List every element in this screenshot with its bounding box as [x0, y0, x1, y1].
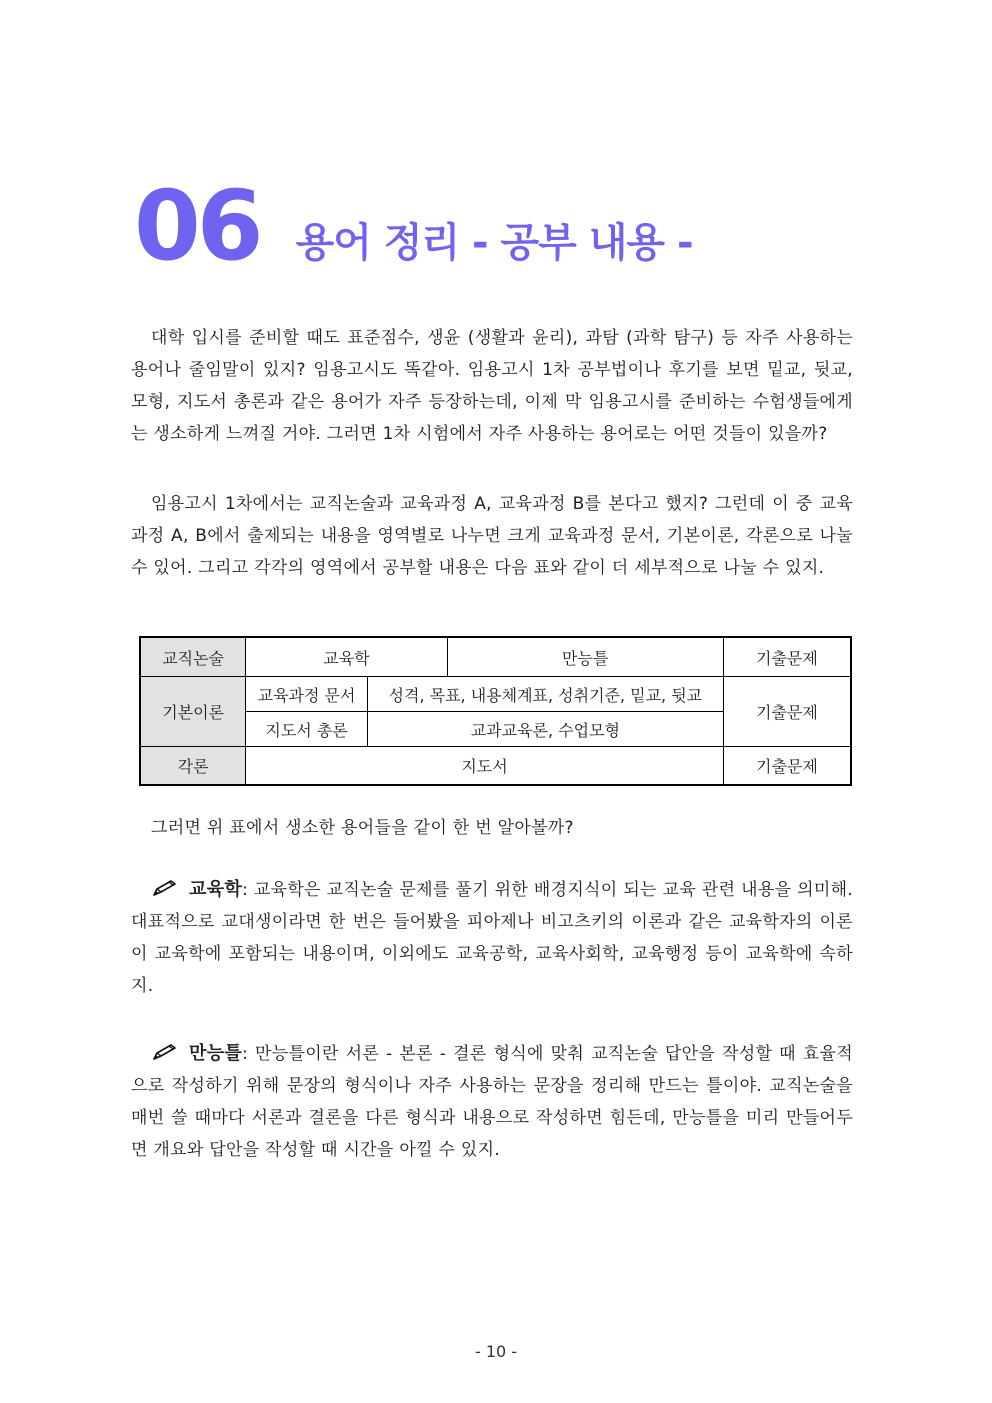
chapter-heading: [134, 170, 693, 282]
intro-paragraph-2: 임용고시 1차에서는 교직논술과 교육과정 A, 교육과정 B를 본다고 했지? 그런데 이 중 교육과정 A, B에서 출제되는 내용을 영역별로 나누면 크게 교육과정 문서, 기본이론, 각론으로 나눌 수 있어. 그리고 각각의 영역에서 공부할 내용은 다음 표와 같이 더 세부적으로 나눌 수 있지.: [131, 494, 853, 578]
pencil-icon: [151, 1043, 179, 1061]
page-number: - 10 -: [474, 1342, 518, 1361]
cell-guide-general-content: 교과교육론, 수업모형: [367, 712, 723, 747]
pencil-icon: [151, 879, 179, 897]
term-pedagogy: 교육학: [189, 879, 243, 900]
row-head-basic-theory: 기본이론: [140, 677, 246, 747]
cell-guidebook: 지도서: [246, 747, 724, 786]
cell-past-exams: 기출문제: [723, 747, 851, 786]
intro-paragraph-1: 대학 입시를 준비할 때도 표준점수, 생윤 (생활과 윤리), 과탐 (과학 탐구) 등 자주 사용하는 용어나 줄임말이 있지? 임용고시도 똑같아. 임용고시 1차 공부법이나 후기를 보면 밑교, 뒷교, 모형, 지도서 총론과 같은 용어가 자주 등장하는데, 이제 막 임용고시를 준비하는 수험생들에게는 생소하게 느껴질 거야. 그러면 1차 시험에서 자주 사용하는 용어로는 어떤 것들이 있을까?: [131, 328, 853, 444]
row-head-essay: 교직논술: [140, 637, 246, 677]
cell-past-exams: 기출문제: [723, 677, 851, 747]
after-table-text: 그러면 위 표에서 생소한 용어들을 같이 한 번 알아볼까?: [151, 818, 574, 838]
cell-past-exams: 기출문제: [723, 637, 851, 677]
tip-template-text: : 만능틀이란 서론 - 본론 - 결론 형식에 맞춰 교직논술 답안을 작성할 때 효율적으로 작성하기 위해 문장의 형식이나 자주 사용하는 문장을 정리해 만드는 틀이야. 교직논술을 매번 쓸 때마다 서론과 결론을 다른 형식과 내용으로 작성하면 힘든데, 만능틀을 미리 만들어두면 개요와 답안을 작성할 때 시간을 아낄 수 있지.: [131, 1044, 853, 1160]
table-row: [140, 747, 851, 786]
tip-pedagogy: [131, 874, 853, 1002]
chapter-number: 06: [134, 170, 260, 282]
tip-pedagogy-text: : 교육학은 교직논술 문제를 풀기 위한 배경지식이 되는 교육 관련 내용을 의미해. 대표적으로 교대생이라면 한 번은 들어봤을 피아제나 비고츠키의 이론과 같은 교육학자의 이론이 교육학에 포함되는 내용이며, 이외에도 교육공학, 교육사회학, 교육행정 등이 교육학에 속하지.: [131, 880, 853, 996]
study-content-table: [139, 636, 852, 786]
cell-pedagogy: 교육학: [246, 637, 447, 677]
cell-curriculum-doc-content: 성격, 목표, 내용체계표, 성취기준, 밑교, 뒷교: [367, 677, 723, 712]
table-row: [140, 677, 851, 712]
term-template: 만능틀: [189, 1043, 243, 1064]
cell-guide-general: 지도서 총론: [246, 712, 368, 747]
cell-template: 만능틀: [447, 637, 723, 677]
cell-curriculum-doc: 교육과정 문서: [246, 677, 368, 712]
chapter-title: 용어 정리 - 공부 내용 -: [295, 220, 693, 266]
tip-template: [131, 1038, 853, 1166]
table-row: [140, 637, 851, 677]
row-head-specific: 각론: [140, 747, 246, 786]
